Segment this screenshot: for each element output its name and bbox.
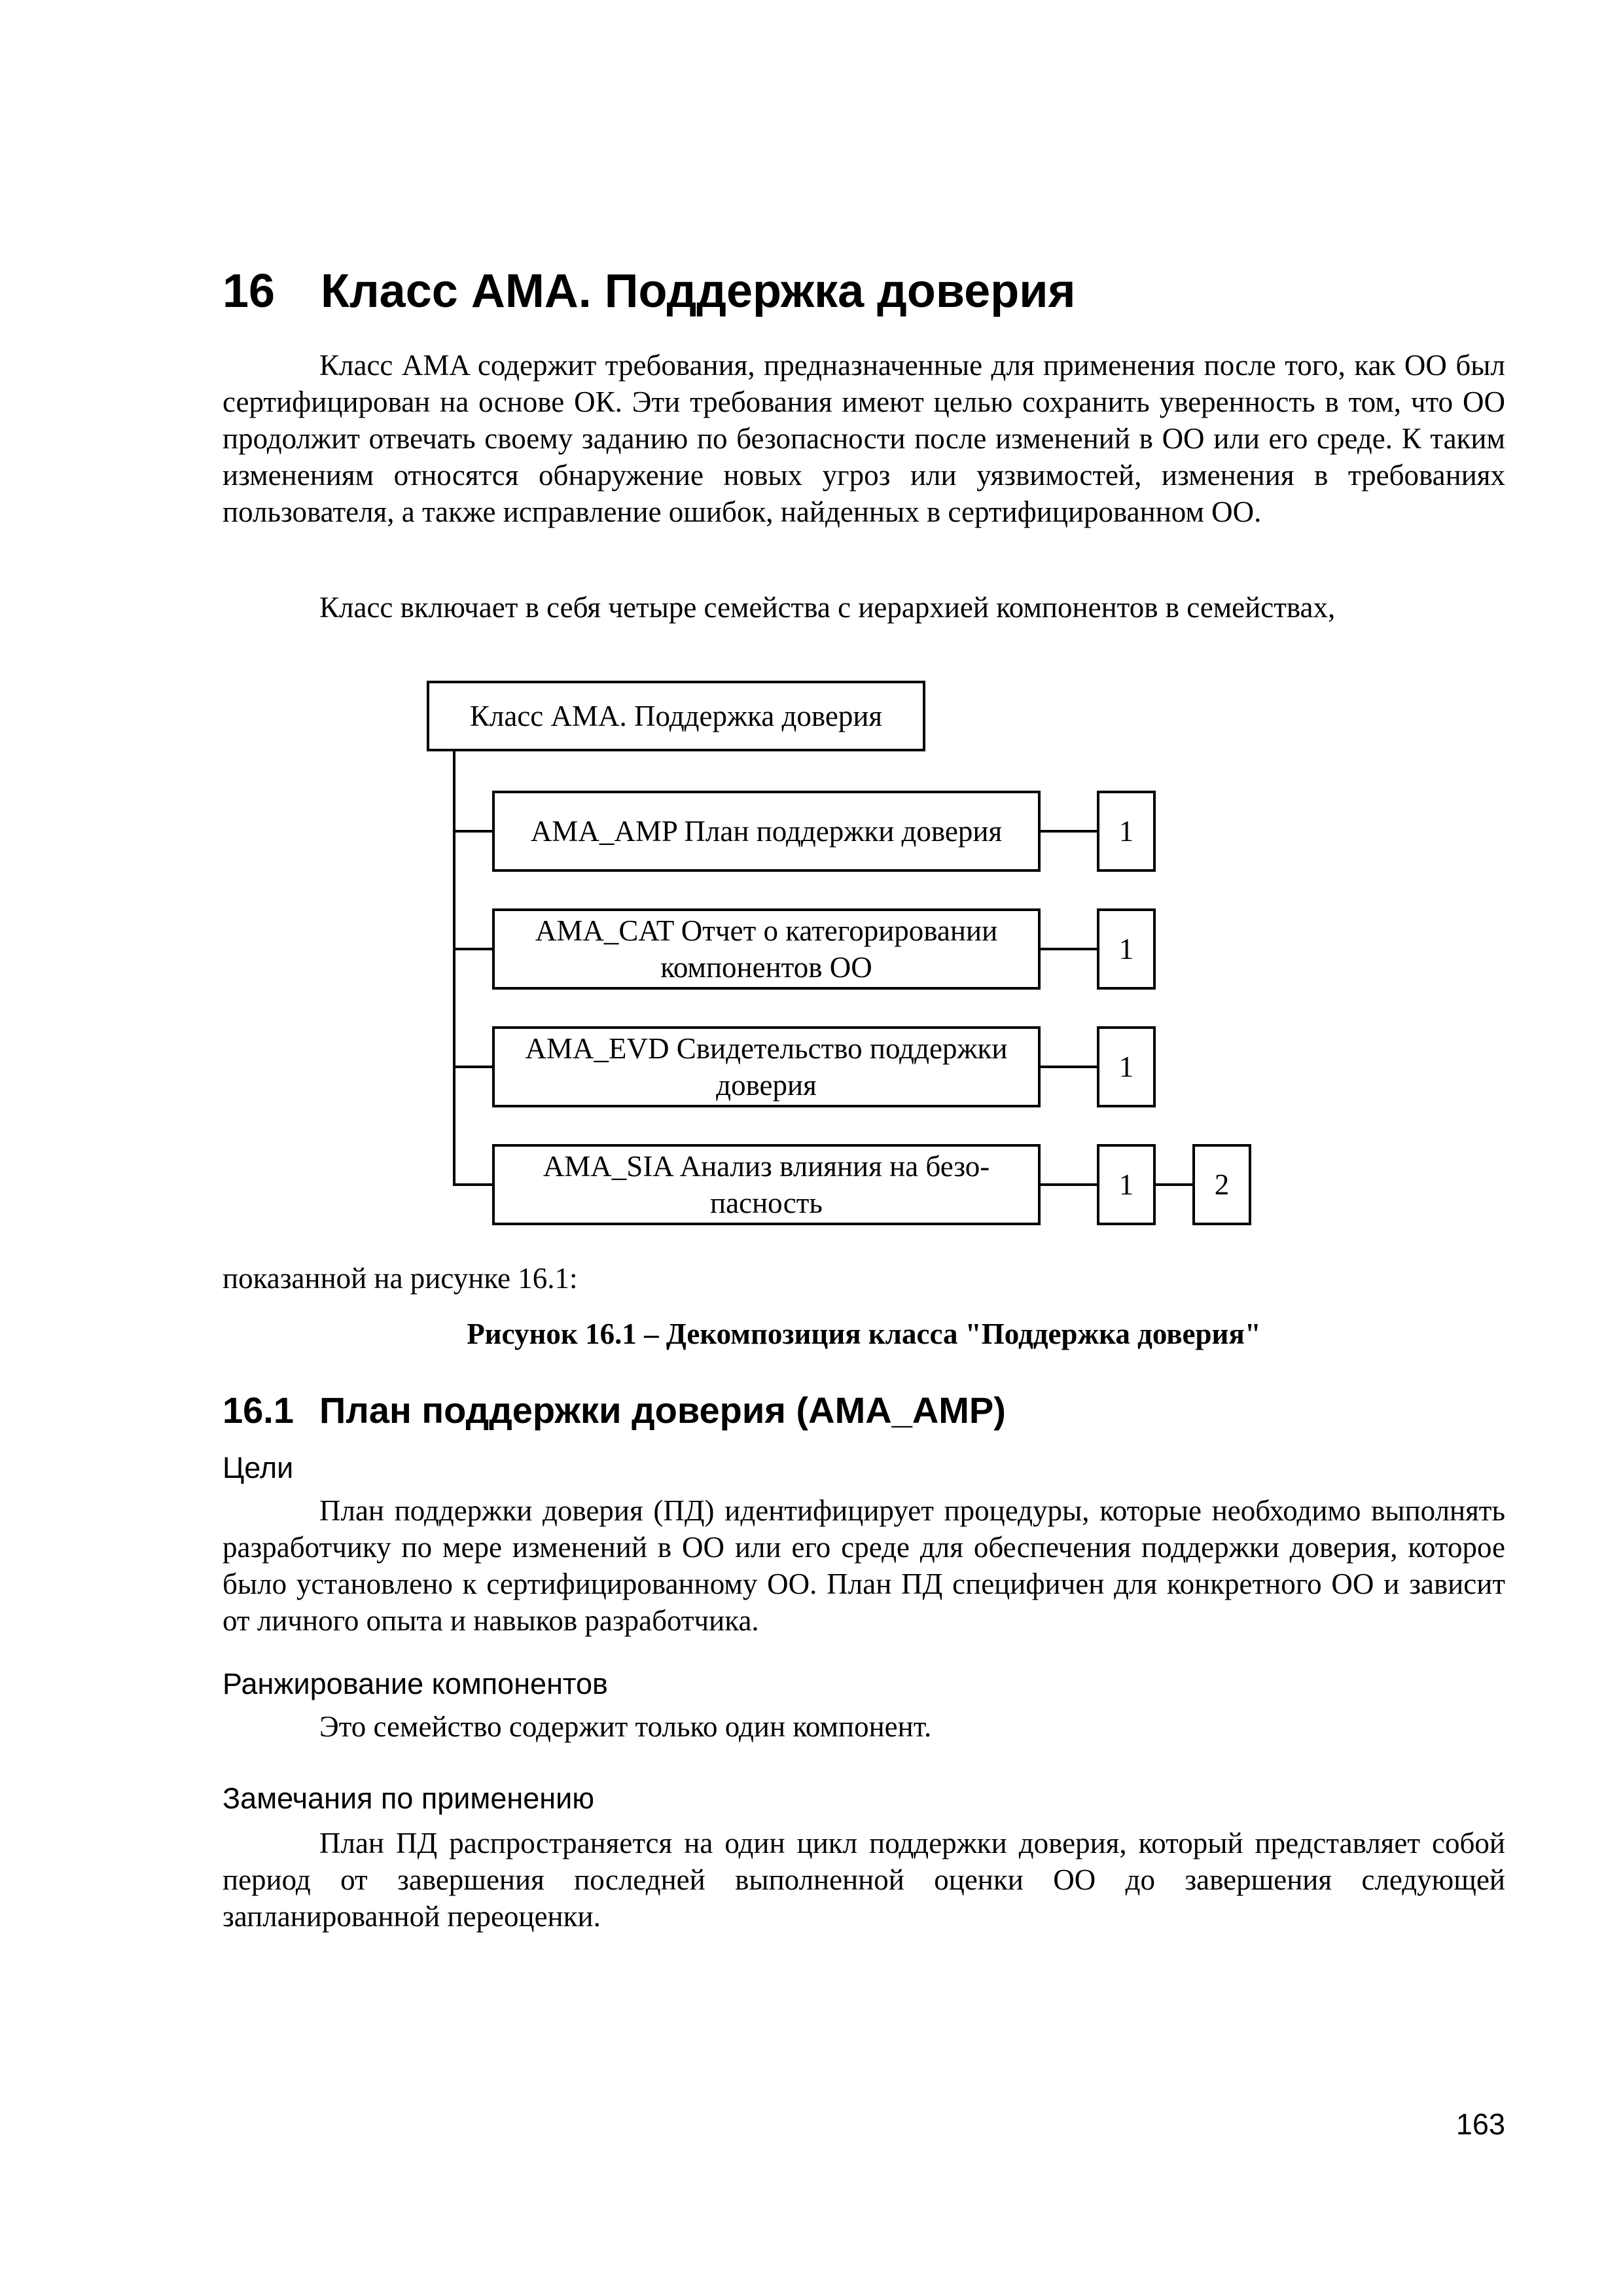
subsection-number: 16.1 [223, 1390, 294, 1431]
branch-line [453, 948, 493, 950]
component-number: 1 [1118, 1168, 1134, 1201]
section-number: 16 [223, 265, 276, 317]
goals-heading: Цели [223, 1451, 294, 1484]
notes-paragraph: План ПД распространяется на один цикл поддержки доверия, который представляет собой период от завершения последней выполненной оценки ОО до завершения следующей запланированной переоценки. [223, 1827, 1505, 1933]
family-box-sia [492, 1144, 1041, 1225]
subsection-title: План поддержки доверия (AMA_AMP) [319, 1390, 1006, 1431]
branch-line [453, 1066, 493, 1068]
ranking-heading: Ранжирование компонентов [223, 1667, 608, 1700]
page-number: 163 [1455, 2108, 1505, 2141]
branch-line [453, 830, 493, 833]
family-label-line1: AMA_SIA Анализ влияния на безо- [543, 1150, 990, 1183]
component-number: 1 [1118, 1050, 1134, 1083]
family-label-line2: доверия [716, 1069, 817, 1102]
root-class-box [427, 681, 925, 751]
section-title: Класс AMA. Поддержка доверия [321, 265, 1076, 317]
component-box [1097, 1026, 1156, 1107]
subsection-heading [223, 1388, 1006, 1433]
component-number: 2 [1214, 1168, 1230, 1201]
family-label-line2: компонентов ОО [660, 951, 872, 984]
after-figure-text: показанной на рисунке 16.1: [223, 1262, 578, 1295]
connector-line [1041, 948, 1098, 950]
family-box-amp [492, 791, 1041, 872]
connector-line [1041, 1066, 1098, 1068]
goals-paragraph: План поддержки доверия (ПД) идентифицирует процедуры, которые необходимо выполнять разработчику по мере изменений в ОО или его среде для обеспечения поддержки доверия, которое было установлено к сертифицированному ОО. План ПД специфичен для конкретного ОО и зависит от личного опыта и навыков разработчика. [223, 1494, 1505, 1637]
family-label-line1: AMA_EVD Свидетельство поддержки [525, 1032, 1008, 1065]
component-box [1097, 1144, 1156, 1225]
root-class-label: Класс AMA. Поддержка доверия [469, 700, 883, 732]
component-box [1097, 791, 1156, 872]
family-label-line1: AMA_CAT Отчет о категорировании [535, 914, 998, 947]
branch-line [453, 1183, 493, 1186]
ranking-paragraph: Это семейство содержит только один компонент. [319, 1710, 932, 1743]
tree-trunk-line [453, 751, 455, 1185]
component-number: 1 [1118, 933, 1134, 965]
family-label-line1: AMA_AMP План поддержки доверия [530, 815, 1003, 848]
connector-line [1041, 830, 1098, 833]
families-paragraph: Класс включает в себя четыре семейства с иерархией компонентов в семействах, [319, 591, 1336, 624]
family-label-line2: пасность [710, 1187, 823, 1219]
component-number: 1 [1118, 815, 1134, 848]
family-box-evd [492, 1026, 1041, 1107]
intro-paragraph: Класс AMA содержит требования, предназначенные для применения после того, как ОО был сертифицирован на основе ОК. Эти требования имеют целью сохранить уверенность в том, что ОО продолжит отвечать своему заданию по безопасности после изменений в ОО или его среде. К таким изменениям относятся обнаружение новых угроз или уязвимостей, изменения в требованиях пользователя, а также исправление ошибок, найденных в сертифицированном ОО. [223, 349, 1505, 528]
family-box-cat [492, 908, 1041, 990]
section-heading [223, 262, 1075, 321]
component-box [1097, 908, 1156, 990]
connector-line [1041, 1183, 1098, 1186]
component-box [1192, 1144, 1251, 1225]
notes-heading: Замечания по применению [223, 1782, 595, 1815]
figure-caption: Рисунок 16.1 – Декомпозиция класса "Поддержка доверия" [467, 1318, 1261, 1350]
connector-line [1156, 1183, 1194, 1186]
